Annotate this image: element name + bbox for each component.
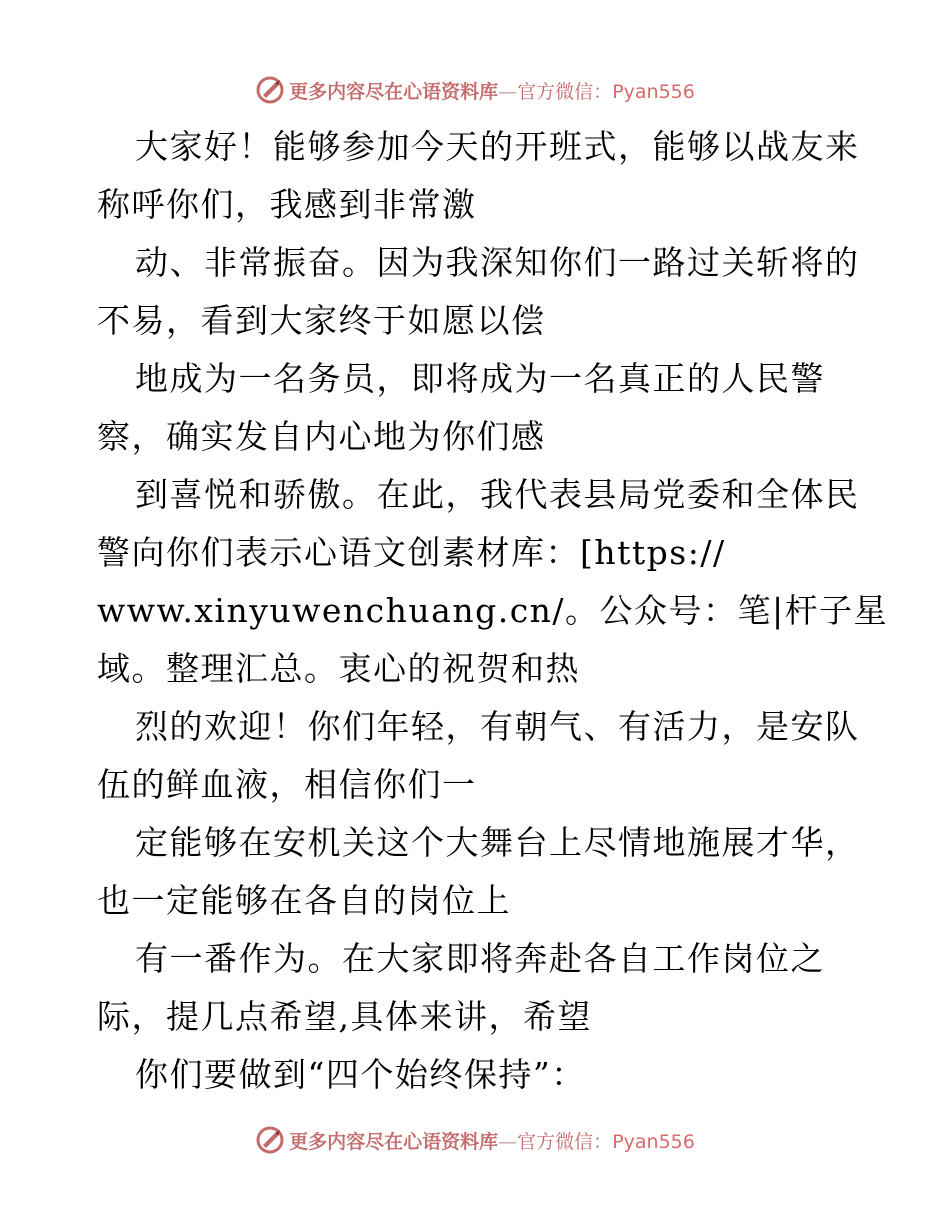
watermark-text	[289, 1127, 695, 1154]
document-body	[97, 118, 889, 1104]
xinyu-logo-icon	[255, 1125, 285, 1155]
footer-watermark	[0, 1120, 950, 1160]
body-line: 烈的欢迎！你们年轻，有朝气、有活力，是安队	[135, 707, 860, 746]
body-line: 定能够在安机关这个大舞台上尽情地施展才华，	[135, 823, 860, 862]
watermark-id: Pyan556	[612, 1130, 695, 1153]
body-line: 你们要做到“四个始终保持”：	[135, 1055, 586, 1094]
body-line: www.xinyuwenchuang.cn/。公众号：笔|杆子星	[97, 591, 889, 630]
body-line: 域。整理汇总。衷心的祝贺和热	[97, 649, 580, 688]
body-line: 称呼你们，我感到非常激	[97, 185, 477, 224]
watermark-text	[289, 77, 695, 104]
body-line: 大家好！能够参加今天的开班式，能够以战友来	[135, 127, 860, 166]
body-line: 伍的鲜血液，相信你们一	[97, 765, 477, 804]
xinyu-logo-icon	[255, 75, 285, 105]
watermark-label: 官方微信：	[517, 80, 613, 103]
body-line: 有一番作为。在大家即将奔赴各自工作岗位之	[135, 939, 825, 978]
watermark-separator: —	[498, 1130, 518, 1153]
body-line: 警向你们表示心语文创素材库：[https://	[97, 533, 726, 572]
watermark-main: 更多内容尽在心语资料库	[289, 80, 499, 103]
body-line: 察，确实发自内心地为你们感	[97, 417, 546, 456]
body-line: 际，提几点希望,具体来讲，希望	[97, 997, 592, 1036]
header-watermark	[0, 70, 950, 110]
body-line: 动、非常振奋。因为我深知你们一路过关斩将的	[135, 243, 860, 282]
body-line: 到喜悦和骄傲。在此，我代表县局党委和全体民	[135, 475, 860, 514]
watermark-separator: —	[498, 80, 518, 103]
body-line: 不易，看到大家终于如愿以偿	[97, 301, 546, 340]
watermark-main: 更多内容尽在心语资料库	[289, 1130, 499, 1153]
body-line: 也一定能够在各自的岗位上	[97, 881, 511, 920]
watermark-label: 官方微信：	[517, 1130, 613, 1153]
watermark-id: Pyan556	[612, 80, 695, 103]
body-line: 地成为一名务员，即将成为一名真正的人民警	[135, 359, 825, 398]
